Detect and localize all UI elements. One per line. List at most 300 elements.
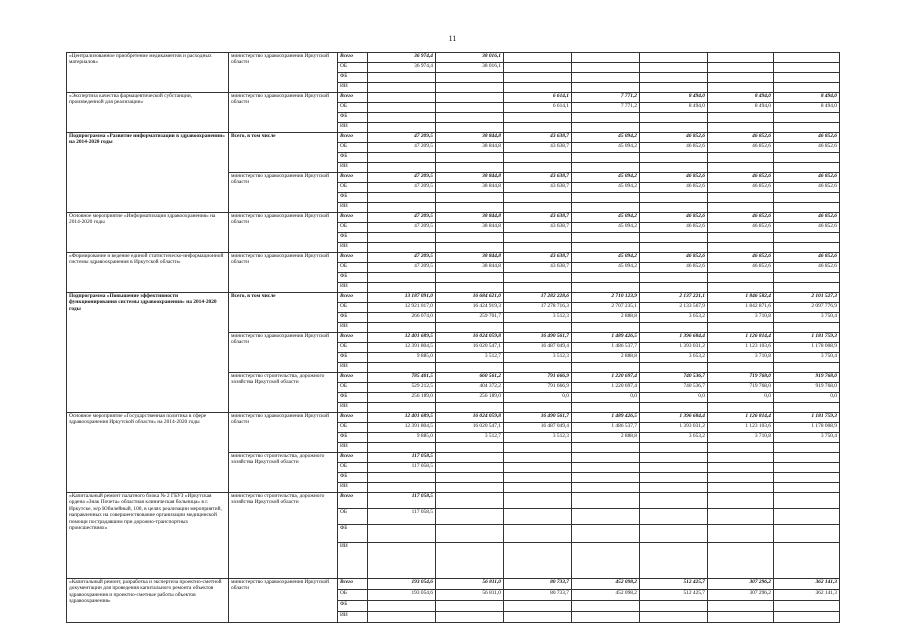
amount-cell: 46 852,6 <box>774 223 840 233</box>
amount-cell: 16 024 059,8 <box>436 413 504 423</box>
amount-cell: 3 653,2 <box>640 353 708 363</box>
table-row <box>67 413 840 423</box>
amount-cell: 3 750,4 <box>774 353 840 363</box>
amount-cell <box>708 525 774 543</box>
amount-cell <box>640 525 708 543</box>
amount-cell: 117 058,5 <box>368 509 436 525</box>
amount-cell <box>368 83 436 93</box>
amount-cell <box>504 193 572 203</box>
amount-cell <box>708 113 774 123</box>
amount-cell <box>504 463 572 473</box>
amount-cell: 2 101 527,3 <box>774 293 840 303</box>
funding-source-cell: Всего <box>338 173 368 183</box>
amount-cell <box>368 123 436 133</box>
amount-cell <box>640 473 708 483</box>
amount-cell: 1 126 814,4 <box>708 333 774 343</box>
amount-cell: 1 396 684,4 <box>640 413 708 423</box>
amount-cell <box>368 73 436 83</box>
funding-source-cell: ИИ <box>338 123 368 133</box>
executor-cell: Всего, в том числе <box>229 293 338 333</box>
amount-cell <box>368 203 436 213</box>
amount-cell <box>436 612 504 623</box>
amount-cell <box>708 403 774 413</box>
amount-cell <box>436 493 504 509</box>
amount-cell: 0,0 <box>572 393 640 403</box>
amount-cell: 46 852,6 <box>774 133 840 143</box>
funding-source-cell: ОБ <box>338 183 368 193</box>
amount-cell <box>774 463 840 473</box>
funding-source-cell: ОБ <box>338 343 368 353</box>
amount-cell <box>640 243 708 253</box>
amount-cell <box>774 113 840 123</box>
amount-cell <box>572 463 640 473</box>
amount-cell <box>572 509 640 525</box>
amount-cell: 38 016,1 <box>436 63 504 73</box>
amount-cell <box>368 612 436 623</box>
funding-source-cell: Всего <box>338 453 368 463</box>
amount-cell <box>572 73 640 83</box>
funding-source-cell: ФБ <box>338 353 368 363</box>
amount-cell: 16 424 919,3 <box>436 303 504 313</box>
amount-cell: 1 846 582,4 <box>708 293 774 303</box>
amount-cell: 46 852,6 <box>708 263 774 273</box>
amount-cell: 45 094,2 <box>572 173 640 183</box>
amount-cell: 2 888,8 <box>572 313 640 323</box>
amount-cell: 46 852,6 <box>708 143 774 153</box>
program-name-cell: «Капитальный ремонт палатного блока № 2 ГБУЗ «Иркутская ордена «Знак Почета» областная клиническая больница» в г. Иркутске, м/р Юбилейный, 100, в целях реализации мероприятий, направленных на совершенствование организации медицинской помощи пострадавшим при дорожно-транспортных происшествиях» <box>67 493 229 579</box>
amount-cell: 117 058,5 <box>368 453 436 463</box>
amount-cell <box>708 543 774 579</box>
funding-source-cell: ФБ <box>338 525 368 543</box>
amount-cell <box>640 283 708 293</box>
executor-cell: министерство здравоохранения Иркутской области <box>229 333 338 373</box>
amount-cell <box>640 493 708 509</box>
amount-cell: 80 733,7 <box>504 590 572 601</box>
amount-cell: 117 058,5 <box>368 493 436 509</box>
amount-cell: 56 811,0 <box>436 579 504 590</box>
amount-cell <box>504 323 572 333</box>
amount-cell: 80 733,7 <box>504 579 572 590</box>
amount-cell <box>368 601 436 612</box>
amount-cell <box>504 123 572 133</box>
amount-cell: 46 852,6 <box>640 263 708 273</box>
funding-source-cell: ФБ <box>338 313 368 323</box>
amount-cell: 38 844,8 <box>436 173 504 183</box>
funding-source-cell: ФБ <box>338 73 368 83</box>
amount-cell <box>640 463 708 473</box>
amount-cell <box>708 123 774 133</box>
funding-source-cell: ФБ <box>338 113 368 123</box>
table-row <box>67 293 840 303</box>
amount-cell <box>368 103 436 113</box>
amount-cell <box>436 463 504 473</box>
amount-cell: 791 666,9 <box>504 373 572 383</box>
amount-cell <box>640 63 708 73</box>
amount-cell <box>708 233 774 243</box>
amount-cell: 404 372,2 <box>436 383 504 393</box>
amount-cell: 529 212,5 <box>368 383 436 393</box>
amount-cell <box>708 73 774 83</box>
amount-cell: 46 852,6 <box>708 133 774 143</box>
amount-cell <box>572 83 640 93</box>
amount-cell <box>774 601 840 612</box>
funding-source-cell: ОБ <box>338 143 368 153</box>
amount-cell: 3 750,4 <box>774 433 840 443</box>
table-row <box>67 53 840 63</box>
amount-cell: 266 074,0 <box>368 313 436 323</box>
amount-cell <box>708 243 774 253</box>
amount-cell <box>708 493 774 509</box>
amount-cell: 3 512,3 <box>504 433 572 443</box>
amount-cell: 791 666,9 <box>504 383 572 393</box>
amount-cell <box>436 193 504 203</box>
amount-cell <box>774 83 840 93</box>
funding-source-cell: ФБ <box>338 473 368 483</box>
amount-cell: 36 974,4 <box>368 63 436 73</box>
funding-source-cell: ИИ <box>338 203 368 213</box>
amount-cell <box>436 123 504 133</box>
amount-cell <box>708 612 774 623</box>
amount-cell: 719 768,0 <box>708 373 774 383</box>
amount-cell <box>640 509 708 525</box>
funding-source-cell: ОБ <box>338 509 368 525</box>
amount-cell: 16 490 561,7 <box>504 333 572 343</box>
funding-source-cell: ФБ <box>338 433 368 443</box>
executor-cell: министерство здравоохранения Иркутской области <box>229 53 338 93</box>
funding-source-cell: Всего <box>338 293 368 303</box>
amount-cell <box>774 453 840 463</box>
amount-cell: 38 844,8 <box>436 263 504 273</box>
amount-cell: 3 512,3 <box>504 353 572 363</box>
amount-cell: 16 020 547,1 <box>436 343 504 353</box>
amount-cell: 6 614,1 <box>504 93 572 103</box>
budget-table <box>66 52 840 623</box>
amount-cell <box>436 153 504 163</box>
amount-cell <box>640 483 708 493</box>
amount-cell: 46 852,6 <box>640 253 708 263</box>
amount-cell <box>572 113 640 123</box>
amount-cell: 45 094,2 <box>572 183 640 193</box>
amount-cell <box>572 483 640 493</box>
amount-cell <box>436 443 504 453</box>
budget-table-body <box>67 53 840 623</box>
funding-source-cell: ИИ <box>338 283 368 293</box>
amount-cell <box>436 103 504 113</box>
funding-source-cell: Всего <box>338 93 368 103</box>
amount-cell: 3 653,2 <box>640 313 708 323</box>
executor-cell: министерство здравоохранения Иркутской области <box>229 93 338 133</box>
amount-cell <box>774 53 840 63</box>
amount-cell: 6 614,1 <box>504 103 572 113</box>
amount-cell <box>368 93 436 103</box>
amount-cell <box>436 163 504 173</box>
funding-source-cell: ФБ <box>338 193 368 203</box>
amount-cell: 46 852,6 <box>708 213 774 223</box>
funding-source-cell: ИИ <box>338 612 368 623</box>
amount-cell <box>436 473 504 483</box>
amount-cell <box>640 601 708 612</box>
amount-cell <box>504 493 572 509</box>
amount-cell <box>708 163 774 173</box>
amount-cell: 2 137 221,1 <box>640 293 708 303</box>
amount-cell: 38 844,8 <box>436 213 504 223</box>
amount-cell <box>708 363 774 373</box>
amount-cell: 47 209,5 <box>368 263 436 273</box>
amount-cell <box>368 243 436 253</box>
amount-cell <box>504 612 572 623</box>
amount-cell <box>504 473 572 483</box>
amount-cell: 193 054,6 <box>368 579 436 590</box>
amount-cell <box>436 323 504 333</box>
amount-cell <box>572 283 640 293</box>
amount-cell: 47 209,5 <box>368 253 436 263</box>
funding-source-cell: Всего <box>338 253 368 263</box>
amount-cell <box>572 153 640 163</box>
amount-cell <box>640 113 708 123</box>
amount-cell <box>504 601 572 612</box>
amount-cell: 46 852,6 <box>708 173 774 183</box>
amount-cell: 17 282 228,6 <box>504 293 572 303</box>
amount-cell <box>572 163 640 173</box>
amount-cell <box>640 363 708 373</box>
amount-cell: 47 209,5 <box>368 183 436 193</box>
amount-cell: 46 852,6 <box>708 253 774 263</box>
funding-source-cell: Всего <box>338 133 368 143</box>
executor-cell: Всего, в том числе <box>229 133 338 173</box>
amount-cell <box>708 323 774 333</box>
amount-cell <box>504 543 572 579</box>
amount-cell: 46 852,6 <box>774 173 840 183</box>
funding-source-cell: ИИ <box>338 443 368 453</box>
amount-cell: 38 844,8 <box>436 223 504 233</box>
funding-source-cell: ОБ <box>338 590 368 601</box>
amount-cell: 117 058,5 <box>368 463 436 473</box>
amount-cell: 9 885,0 <box>368 353 436 363</box>
amount-cell: 16 487 049,4 <box>504 343 572 353</box>
amount-cell: 1 220 697,4 <box>572 383 640 393</box>
amount-cell <box>504 363 572 373</box>
amount-cell <box>504 163 572 173</box>
amount-cell <box>774 483 840 493</box>
amount-cell <box>436 509 504 525</box>
amount-cell: 43 638,7 <box>504 253 572 263</box>
amount-cell: 2 707 235,1 <box>572 303 640 313</box>
funding-source-cell: Всего <box>338 373 368 383</box>
amount-cell: 307 296,2 <box>708 590 774 601</box>
amount-cell: 38 016,1 <box>436 53 504 63</box>
program-name-cell: «Формирование и ведение единой статистическо-информационной системы здравоохранения в Иркутской области» <box>67 253 229 293</box>
amount-cell <box>572 453 640 463</box>
amount-cell <box>774 403 840 413</box>
amount-cell: 0,0 <box>504 393 572 403</box>
table-row <box>67 213 840 223</box>
amount-cell <box>436 73 504 83</box>
table-row <box>67 133 840 143</box>
amount-cell <box>640 273 708 283</box>
funding-source-cell: ИИ <box>338 483 368 493</box>
amount-cell: 1 181 759,3 <box>774 333 840 343</box>
amount-cell: 2 710 123,9 <box>572 293 640 303</box>
amount-cell <box>774 63 840 73</box>
funding-source-cell: Всего <box>338 53 368 63</box>
amount-cell: 16 684 621,0 <box>436 293 504 303</box>
amount-cell: 3 750,4 <box>774 313 840 323</box>
amount-cell: 193 054,6 <box>368 590 436 601</box>
amount-cell: 46 852,6 <box>640 213 708 223</box>
amount-cell <box>504 203 572 213</box>
amount-cell: 2 097 776,9 <box>774 303 840 313</box>
amount-cell: 1 486 537,7 <box>572 343 640 353</box>
amount-cell: 38 844,8 <box>436 133 504 143</box>
amount-cell <box>774 123 840 133</box>
amount-cell: 1 126 814,4 <box>708 413 774 423</box>
amount-cell <box>504 63 572 73</box>
amount-cell: 0,0 <box>640 393 708 403</box>
amount-cell: 43 638,7 <box>504 143 572 153</box>
amount-cell <box>708 153 774 163</box>
amount-cell <box>436 233 504 243</box>
executor-cell: министерство здравоохранения Иркутской области <box>229 579 338 623</box>
amount-cell: 7 771,2 <box>572 103 640 113</box>
amount-cell <box>708 483 774 493</box>
amount-cell: 56 811,0 <box>436 590 504 601</box>
amount-cell <box>436 283 504 293</box>
funding-source-cell: ОБ <box>338 63 368 73</box>
table-row <box>67 93 840 103</box>
program-name-cell: Подпрограмма «Повышение эффективности функционирования системы здравоохранения» на 2014-2020 годы <box>67 293 229 413</box>
amount-cell: 3 710,8 <box>708 353 774 363</box>
amount-cell: 256 189,0 <box>436 393 504 403</box>
amount-cell <box>708 83 774 93</box>
amount-cell: 12 401 689,5 <box>368 413 436 423</box>
executor-cell: министерство строительства, дорожного хозяйства Иркутской области <box>229 453 338 493</box>
funding-source-cell: ИИ <box>338 363 368 373</box>
amount-cell: 1 489 426,5 <box>572 413 640 423</box>
amount-cell: 259 701,7 <box>436 313 504 323</box>
amount-cell: 45 094,2 <box>572 133 640 143</box>
amount-cell: 3 710,8 <box>708 313 774 323</box>
amount-cell <box>436 113 504 123</box>
executor-cell: министерство здравоохранения Иркутской области <box>229 413 338 453</box>
amount-cell <box>368 283 436 293</box>
amount-cell <box>572 193 640 203</box>
amount-cell: 8 494,0 <box>640 103 708 113</box>
amount-cell <box>368 153 436 163</box>
amount-cell: 46 852,6 <box>640 223 708 233</box>
amount-cell: 16 490 561,7 <box>504 413 572 423</box>
amount-cell <box>436 273 504 283</box>
amount-cell: 740 536,7 <box>640 373 708 383</box>
amount-cell: 512 425,7 <box>640 590 708 601</box>
amount-cell <box>436 243 504 253</box>
amount-cell: 38 844,8 <box>436 183 504 193</box>
amount-cell: 1 220 697,4 <box>572 373 640 383</box>
amount-cell <box>774 543 840 579</box>
amount-cell <box>774 203 840 213</box>
amount-cell: 8 494,0 <box>708 103 774 113</box>
amount-cell: 43 638,7 <box>504 263 572 273</box>
program-name-cell: Подпрограмма «Развитие информатизации в здравоохранении» на 2014-2020 годы <box>67 133 229 213</box>
amount-cell <box>572 63 640 73</box>
amount-cell: 46 852,6 <box>640 173 708 183</box>
amount-cell: 3 710,8 <box>708 433 774 443</box>
amount-cell <box>368 193 436 203</box>
amount-cell <box>572 363 640 373</box>
amount-cell <box>774 243 840 253</box>
amount-cell <box>774 363 840 373</box>
funding-source-cell: ОБ <box>338 223 368 233</box>
amount-cell <box>572 525 640 543</box>
amount-cell: 46 852,6 <box>640 183 708 193</box>
amount-cell <box>708 283 774 293</box>
amount-cell: 8 494,0 <box>708 93 774 103</box>
amount-cell: 45 094,2 <box>572 143 640 153</box>
amount-cell <box>368 233 436 243</box>
amount-cell: 0,0 <box>774 393 840 403</box>
funding-source-cell: ФБ <box>338 393 368 403</box>
amount-cell <box>504 525 572 543</box>
funding-source-cell: ОБ <box>338 463 368 473</box>
funding-source-cell: ИИ <box>338 83 368 93</box>
amount-cell: 46 852,6 <box>774 213 840 223</box>
amount-cell: 3 512,3 <box>504 313 572 323</box>
funding-source-cell: Всего <box>338 579 368 590</box>
amount-cell: 16 487 049,4 <box>504 423 572 433</box>
program-name-cell: «Капитальный ремонт, разработка и экспертиза проектно-сметной документации для проведения капитального ремонта объектов здравоохранения и проектно-сметные работы объектов здравоохранения» <box>67 579 229 623</box>
amount-cell <box>708 203 774 213</box>
amount-cell <box>504 283 572 293</box>
amount-cell <box>640 83 708 93</box>
amount-cell <box>640 53 708 63</box>
amount-cell: 3 653,2 <box>640 433 708 443</box>
amount-cell: 660 561,2 <box>436 373 504 383</box>
amount-cell: 17 278 716,3 <box>504 303 572 313</box>
amount-cell <box>708 509 774 525</box>
table-row <box>67 493 840 509</box>
amount-cell: 1 123 103,6 <box>708 423 774 433</box>
amount-cell: 8 494,0 <box>774 103 840 113</box>
amount-cell <box>572 473 640 483</box>
amount-cell <box>572 243 640 253</box>
amount-cell <box>708 453 774 463</box>
amount-cell <box>368 163 436 173</box>
amount-cell: 46 852,6 <box>774 143 840 153</box>
amount-cell: 719 768,0 <box>708 383 774 393</box>
amount-cell: 1 181 759,3 <box>774 413 840 423</box>
funding-source-cell: ИИ <box>338 163 368 173</box>
amount-cell <box>504 403 572 413</box>
amount-cell <box>368 443 436 453</box>
amount-cell <box>774 283 840 293</box>
amount-cell: 43 638,7 <box>504 223 572 233</box>
amount-cell <box>708 473 774 483</box>
amount-cell: 47 209,5 <box>368 223 436 233</box>
executor-cell: министерство здравоохранения Иркутской области <box>229 253 338 293</box>
funding-source-cell: Всего <box>338 413 368 423</box>
amount-cell: 512 425,7 <box>640 579 708 590</box>
amount-cell: 45 094,2 <box>572 213 640 223</box>
amount-cell <box>640 163 708 173</box>
amount-cell <box>504 453 572 463</box>
amount-cell <box>368 113 436 123</box>
amount-cell <box>572 233 640 243</box>
amount-cell <box>774 509 840 525</box>
program-name-cell: Основное мероприятие «Информатизация здравоохранения» на 2014-2020 годы <box>67 213 229 253</box>
funding-source-cell: ОБ <box>338 303 368 313</box>
amount-cell: 12 401 689,5 <box>368 333 436 343</box>
funding-source-cell: ФБ <box>338 601 368 612</box>
amount-cell <box>640 73 708 83</box>
